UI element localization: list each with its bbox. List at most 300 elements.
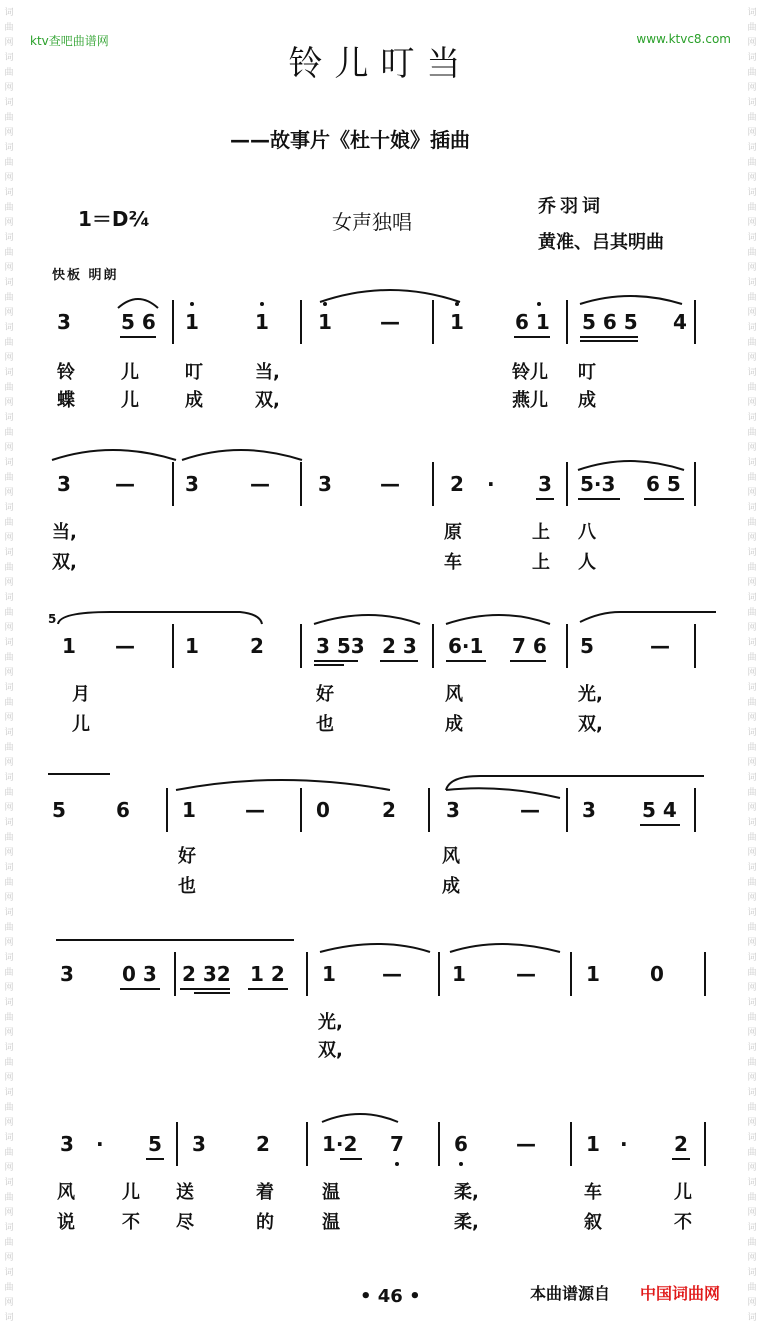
side-watermark-char: 曲 bbox=[4, 878, 14, 888]
side-watermark-char: 词 bbox=[747, 1043, 757, 1053]
note: 5 4 bbox=[642, 798, 677, 822]
underline bbox=[194, 992, 230, 994]
note: 3 bbox=[538, 472, 552, 496]
barline bbox=[438, 952, 440, 996]
performance-type: 女声独唱 bbox=[332, 210, 412, 234]
side-watermark-char: 曲 bbox=[747, 248, 757, 258]
underline bbox=[314, 660, 358, 662]
underline bbox=[120, 336, 156, 338]
song-title: 铃儿叮当 bbox=[288, 44, 473, 84]
note: 7 6 bbox=[512, 634, 547, 658]
note: 1·2 bbox=[322, 1132, 358, 1156]
note: — bbox=[516, 1132, 536, 1156]
side-watermark-char: 曲 bbox=[747, 653, 757, 663]
side-watermark-char: 词 bbox=[4, 1268, 14, 1278]
lyric: 上 bbox=[532, 552, 550, 573]
side-watermark-char: 词 bbox=[747, 143, 757, 153]
side-watermark-char: 网 bbox=[747, 353, 757, 363]
side-watermark-char: 词 bbox=[4, 413, 14, 423]
side-watermark-char: 网 bbox=[747, 713, 757, 723]
side-watermark-char: 词 bbox=[4, 503, 14, 513]
underline bbox=[644, 498, 684, 500]
song-subtitle: ——故事片《杜十娘》插曲 bbox=[230, 128, 470, 152]
note: 3 bbox=[60, 1132, 74, 1156]
side-watermark-char: 曲 bbox=[747, 923, 757, 933]
barline bbox=[438, 1122, 440, 1166]
lyricist: 乔羽词 bbox=[538, 196, 604, 217]
side-watermark-char: 网 bbox=[4, 893, 14, 903]
side-watermark-char: 词 bbox=[4, 818, 14, 828]
note: 0 3 bbox=[122, 962, 157, 986]
side-watermark-char: 词 bbox=[747, 773, 757, 783]
side-watermark-char: 词 bbox=[4, 188, 14, 198]
side-watermark-char: 曲 bbox=[747, 968, 757, 978]
side-watermark-char: 网 bbox=[4, 398, 14, 408]
barline bbox=[300, 462, 302, 506]
high-dot bbox=[190, 302, 194, 306]
side-watermark-char: 曲 bbox=[4, 698, 14, 708]
barline bbox=[566, 300, 568, 344]
barline bbox=[570, 1122, 572, 1166]
note: 3 bbox=[582, 798, 596, 822]
note: · bbox=[96, 1132, 104, 1156]
note: — bbox=[382, 962, 402, 986]
side-watermark-char: 词 bbox=[747, 593, 757, 603]
underline bbox=[510, 660, 546, 662]
lyric: 风 bbox=[57, 1182, 75, 1203]
underline bbox=[640, 824, 680, 826]
lyric: 原 bbox=[444, 522, 462, 543]
lyric: 儿送 bbox=[122, 1182, 230, 1203]
lyric: 儿 bbox=[121, 362, 139, 383]
barline bbox=[566, 462, 568, 506]
note: 6·1 bbox=[448, 634, 484, 658]
side-watermark-char: 曲 bbox=[4, 428, 14, 438]
side-watermark-char: 网 bbox=[4, 1163, 14, 1173]
side-watermark-char: 词 bbox=[747, 278, 757, 288]
page-number: • 46 • bbox=[360, 1286, 421, 1307]
lyric: 成 bbox=[442, 876, 460, 897]
barline bbox=[570, 952, 572, 996]
underline bbox=[314, 664, 344, 666]
note: 3 bbox=[60, 962, 74, 986]
side-watermark-char: 词 bbox=[747, 1178, 757, 1188]
note: 1 bbox=[452, 962, 466, 986]
side-watermark-char: 网 bbox=[4, 173, 14, 183]
note: 3 bbox=[192, 1132, 206, 1156]
note: — bbox=[516, 962, 536, 986]
side-watermark-char: 曲 bbox=[4, 968, 14, 978]
note: 2 bbox=[256, 1132, 270, 1156]
underline bbox=[380, 660, 418, 662]
lyric: 风 bbox=[445, 684, 463, 705]
side-watermark-char: 网 bbox=[4, 938, 14, 948]
lyric: 柔, bbox=[454, 1212, 479, 1233]
lyric: 当, bbox=[52, 522, 77, 543]
side-watermark-char: 曲 bbox=[4, 833, 14, 843]
side-watermark-char: 曲 bbox=[747, 383, 757, 393]
barline bbox=[432, 300, 434, 344]
side-watermark-char: 网 bbox=[4, 38, 14, 48]
lyric: 儿 bbox=[121, 390, 139, 411]
lyric: 车 bbox=[584, 1182, 602, 1203]
side-watermark-char: 网 bbox=[4, 1253, 14, 1263]
lyric: 不 bbox=[674, 1212, 692, 1233]
side-watermark-char: 网 bbox=[4, 983, 14, 993]
side-watermark-char: 词 bbox=[747, 998, 757, 1008]
side-watermark-char: 曲 bbox=[747, 788, 757, 798]
side-watermark-char: 词 bbox=[747, 98, 757, 108]
barline bbox=[428, 788, 430, 832]
barline bbox=[176, 1122, 178, 1166]
side-watermark-char: 词 bbox=[747, 908, 757, 918]
side-watermark-char: 网 bbox=[747, 1208, 757, 1218]
lyric: 成 bbox=[185, 390, 203, 411]
side-watermark-char: 词 bbox=[4, 8, 14, 18]
note: 7 bbox=[390, 1132, 404, 1156]
underline bbox=[146, 1158, 164, 1160]
lyric: 双, bbox=[255, 390, 280, 411]
side-watermark-char: 网 bbox=[4, 623, 14, 633]
side-watermark-char: 曲 bbox=[4, 923, 14, 933]
side-watermark-char: 网 bbox=[4, 1208, 14, 1218]
side-watermark-char: 网 bbox=[4, 533, 14, 543]
side-watermark-char: 曲 bbox=[4, 1103, 14, 1113]
side-watermark-char: 网 bbox=[747, 1253, 757, 1263]
note: · bbox=[487, 472, 495, 496]
note: — bbox=[520, 798, 540, 822]
note: 5 bbox=[52, 798, 66, 822]
underline bbox=[580, 340, 638, 342]
side-watermark-char: 词 bbox=[4, 1178, 14, 1188]
side-watermark-char: 曲 bbox=[747, 518, 757, 528]
side-watermark-char: 曲 bbox=[4, 383, 14, 393]
side-watermark-char: 词 bbox=[747, 503, 757, 513]
high-dot bbox=[260, 302, 264, 306]
side-watermark-char: 网 bbox=[747, 1118, 757, 1128]
side-watermark-char: 网 bbox=[4, 803, 14, 813]
side-watermark-char: 曲 bbox=[747, 1148, 757, 1158]
note: — bbox=[245, 798, 265, 822]
side-watermark-char: 曲 bbox=[4, 608, 14, 618]
note: 5 6 5 bbox=[582, 310, 638, 334]
side-watermark-char: 曲 bbox=[4, 518, 14, 528]
lyric: 燕儿 bbox=[512, 390, 548, 411]
side-watermark-char: 曲 bbox=[747, 608, 757, 618]
note: — bbox=[115, 634, 135, 658]
side-watermark-char: 曲 bbox=[4, 473, 14, 483]
note: 3 bbox=[318, 472, 332, 496]
underline bbox=[672, 1158, 690, 1160]
barline bbox=[166, 788, 168, 832]
barline bbox=[172, 624, 174, 668]
note: 1 bbox=[318, 310, 332, 334]
lyric: 着 bbox=[256, 1182, 274, 1203]
lyric: 车 bbox=[444, 552, 462, 573]
side-watermark-char: 网 bbox=[747, 1073, 757, 1083]
lyric: 好 bbox=[178, 846, 196, 867]
note: 5 6 bbox=[121, 310, 156, 334]
lyric: 温 bbox=[322, 1182, 340, 1203]
tempo-marking: 快板 明朗 bbox=[52, 268, 119, 283]
side-watermark-char: 词 bbox=[4, 1223, 14, 1233]
lyric: 八 bbox=[578, 522, 596, 543]
lyric: 铃儿 bbox=[512, 362, 548, 383]
lyric: 双, bbox=[578, 714, 603, 735]
side-watermark-char: 曲 bbox=[747, 833, 757, 843]
note: 2 3 bbox=[382, 634, 417, 658]
watermark-right: www.ktvc8.com bbox=[636, 32, 731, 46]
note: 6 5 bbox=[646, 472, 681, 496]
lyric: 也 bbox=[316, 714, 334, 735]
note: 2 32 bbox=[182, 962, 231, 986]
left-watermark-column bbox=[2, 0, 16, 1328]
side-watermark-char: 词 bbox=[4, 953, 14, 963]
side-watermark-char: 词 bbox=[4, 143, 14, 153]
side-watermark-char: 网 bbox=[747, 218, 757, 228]
side-watermark-char: 网 bbox=[747, 533, 757, 543]
side-watermark-char: 网 bbox=[4, 848, 14, 858]
side-watermark-char: 网 bbox=[747, 443, 757, 453]
side-watermark-char: 网 bbox=[4, 443, 14, 453]
side-watermark-char: 词 bbox=[4, 728, 14, 738]
side-watermark-char: 网 bbox=[4, 488, 14, 498]
side-watermark-char: 曲 bbox=[4, 788, 14, 798]
lyric: 温 bbox=[322, 1212, 340, 1233]
side-watermark-char: 曲 bbox=[747, 293, 757, 303]
underline bbox=[578, 498, 620, 500]
side-watermark-char: 词 bbox=[4, 233, 14, 243]
side-watermark-char: 网 bbox=[747, 1298, 757, 1308]
side-watermark-char: 曲 bbox=[747, 473, 757, 483]
source-label: 本曲谱源自 bbox=[530, 1284, 611, 1303]
barline bbox=[566, 624, 568, 668]
side-watermark-char: 曲 bbox=[4, 1238, 14, 1248]
side-watermark-char: 词 bbox=[747, 233, 757, 243]
side-watermark-char: 曲 bbox=[4, 113, 14, 123]
lyric: 叮 bbox=[185, 362, 203, 383]
lyric: 柔, bbox=[454, 1182, 479, 1203]
barline bbox=[694, 624, 696, 668]
side-watermark-char: 词 bbox=[747, 323, 757, 333]
side-watermark-char: 网 bbox=[747, 938, 757, 948]
side-watermark-char: 曲 bbox=[747, 698, 757, 708]
lyric: 好 bbox=[316, 684, 334, 705]
side-watermark-char: 网 bbox=[4, 218, 14, 228]
barline bbox=[694, 300, 696, 344]
barline bbox=[694, 462, 696, 506]
side-watermark-char: 网 bbox=[4, 1298, 14, 1308]
underline bbox=[446, 660, 486, 662]
note: 1 bbox=[586, 1132, 600, 1156]
underline bbox=[536, 498, 554, 500]
lyric: 光, bbox=[318, 1012, 343, 1033]
side-watermark-char: 曲 bbox=[4, 653, 14, 663]
barline bbox=[300, 624, 302, 668]
side-watermark-char: 曲 bbox=[747, 878, 757, 888]
side-watermark-char: 网 bbox=[4, 83, 14, 93]
note: 6 1 bbox=[515, 310, 550, 334]
side-watermark-char: 曲 bbox=[747, 1283, 757, 1293]
source-site-link[interactable]: 中国词曲网 bbox=[640, 1284, 721, 1303]
note: 1 bbox=[185, 634, 199, 658]
side-watermark-char: 曲 bbox=[747, 158, 757, 168]
lyric: 也 bbox=[178, 876, 196, 897]
side-watermark-char: 词 bbox=[4, 98, 14, 108]
note: 2 bbox=[674, 1132, 688, 1156]
side-watermark-char: 曲 bbox=[4, 1193, 14, 1203]
barline bbox=[694, 788, 696, 832]
side-watermark-char: 网 bbox=[747, 848, 757, 858]
side-watermark-char: 曲 bbox=[747, 23, 757, 33]
note: 6 bbox=[454, 1132, 468, 1156]
note: 1 bbox=[255, 310, 269, 334]
note: 5 bbox=[148, 1132, 162, 1156]
barline bbox=[704, 1122, 706, 1166]
high-dot bbox=[537, 302, 541, 306]
note: 1 bbox=[185, 310, 199, 334]
note: 4 bbox=[673, 310, 687, 334]
note: 1 2 bbox=[250, 962, 285, 986]
side-watermark-char: 网 bbox=[4, 758, 14, 768]
note: 3 bbox=[185, 472, 199, 496]
side-watermark-char: 曲 bbox=[4, 563, 14, 573]
side-watermark-char: 网 bbox=[747, 38, 757, 48]
key-signature: 1＝D²⁄₄ bbox=[78, 207, 150, 231]
side-watermark-char: 曲 bbox=[747, 428, 757, 438]
note: — bbox=[115, 472, 135, 496]
side-watermark-char: 网 bbox=[747, 803, 757, 813]
side-watermark-char: 网 bbox=[747, 488, 757, 498]
side-watermark-char: 曲 bbox=[747, 203, 757, 213]
lyric: 人 bbox=[578, 552, 596, 573]
side-watermark-char: 曲 bbox=[747, 1058, 757, 1068]
watermark-left: ktv查吧曲谱网 bbox=[30, 34, 109, 48]
side-watermark-char: 词 bbox=[747, 413, 757, 423]
side-watermark-char: 网 bbox=[747, 623, 757, 633]
side-watermark-char: 词 bbox=[4, 638, 14, 648]
lyric: 上 bbox=[532, 522, 550, 543]
side-watermark-char: 词 bbox=[4, 1133, 14, 1143]
side-watermark-char: 曲 bbox=[747, 1238, 757, 1248]
lyric: 的 bbox=[256, 1212, 274, 1233]
lyric: 蝶 bbox=[57, 390, 75, 411]
side-watermark-char: 曲 bbox=[4, 158, 14, 168]
high-dot bbox=[455, 302, 459, 306]
note: 6 bbox=[116, 798, 130, 822]
side-watermark-char: 词 bbox=[747, 818, 757, 828]
side-watermark-char: 网 bbox=[4, 578, 14, 588]
side-watermark-char: 曲 bbox=[4, 203, 14, 213]
side-watermark-char: 网 bbox=[747, 308, 757, 318]
lyric: 成 bbox=[445, 714, 463, 735]
underline bbox=[514, 336, 550, 338]
side-watermark-char: 曲 bbox=[4, 68, 14, 78]
lyric: 不尽 bbox=[122, 1212, 230, 1233]
note: 3 bbox=[57, 310, 71, 334]
side-watermark-char: 词 bbox=[4, 278, 14, 288]
side-watermark-char: 词 bbox=[747, 863, 757, 873]
side-watermark-char: 词 bbox=[4, 773, 14, 783]
barline bbox=[172, 300, 174, 344]
note: 3 53 bbox=[316, 634, 365, 658]
side-watermark-char: 网 bbox=[747, 983, 757, 993]
barline bbox=[172, 462, 174, 506]
underline bbox=[180, 988, 230, 990]
barline bbox=[300, 300, 302, 344]
side-watermark-char: 网 bbox=[4, 263, 14, 273]
note: 1 bbox=[450, 310, 464, 334]
lyric: 叙 bbox=[584, 1212, 602, 1233]
side-watermark-char: 曲 bbox=[747, 1103, 757, 1113]
lyric: 铃 bbox=[57, 362, 75, 383]
side-watermark-char: 词 bbox=[747, 53, 757, 63]
barline bbox=[306, 1122, 308, 1166]
note: 0 bbox=[316, 798, 330, 822]
note: 2 bbox=[382, 798, 396, 822]
side-watermark-char: 网 bbox=[4, 1073, 14, 1083]
underline bbox=[120, 988, 160, 990]
side-watermark-char: 词 bbox=[4, 53, 14, 63]
barline bbox=[306, 952, 308, 996]
side-watermark-char: 词 bbox=[747, 1088, 757, 1098]
side-watermark-char: 网 bbox=[4, 308, 14, 318]
side-watermark-char: 曲 bbox=[747, 563, 757, 573]
note: · bbox=[620, 1132, 628, 1156]
side-watermark-char: 词 bbox=[747, 188, 757, 198]
note: 2 bbox=[250, 634, 264, 658]
side-watermark-char: 曲 bbox=[4, 248, 14, 258]
side-watermark-char: 词 bbox=[4, 998, 14, 1008]
note: 1 bbox=[322, 962, 336, 986]
barline bbox=[704, 952, 706, 996]
low-dot bbox=[459, 1162, 463, 1166]
side-watermark-char: 词 bbox=[747, 1223, 757, 1233]
side-watermark-char: 曲 bbox=[4, 1148, 14, 1158]
side-watermark-char: 曲 bbox=[4, 338, 14, 348]
note: — bbox=[650, 634, 670, 658]
side-watermark-char: 词 bbox=[747, 1313, 757, 1323]
lyric: 月 bbox=[72, 684, 90, 705]
composer: 黄准、吕其明曲 bbox=[538, 232, 664, 253]
side-watermark-char: 网 bbox=[4, 1028, 14, 1038]
note: 5 bbox=[580, 634, 594, 658]
side-watermark-char: 网 bbox=[747, 1028, 757, 1038]
side-watermark-char: 网 bbox=[747, 398, 757, 408]
side-watermark-char: 词 bbox=[4, 1043, 14, 1053]
low-dot bbox=[395, 1162, 399, 1166]
note: 3 bbox=[57, 472, 71, 496]
side-watermark-char: 曲 bbox=[4, 293, 14, 303]
note: 2 bbox=[450, 472, 464, 496]
side-watermark-char: 词 bbox=[747, 458, 757, 468]
side-watermark-char: 词 bbox=[747, 1268, 757, 1278]
grace-note: 5 bbox=[48, 612, 57, 626]
side-watermark-char: 网 bbox=[4, 353, 14, 363]
side-watermark-char: 词 bbox=[747, 683, 757, 693]
side-watermark-char: 曲 bbox=[747, 338, 757, 348]
lyric: 说 bbox=[57, 1212, 75, 1233]
side-watermark-char: 曲 bbox=[747, 1013, 757, 1023]
side-watermark-char: 词 bbox=[747, 8, 757, 18]
side-watermark-char: 曲 bbox=[4, 1058, 14, 1068]
side-watermark-char: 曲 bbox=[4, 1013, 14, 1023]
lyric: 风 bbox=[442, 846, 460, 867]
side-watermark-char: 网 bbox=[747, 83, 757, 93]
side-watermark-char: 网 bbox=[747, 893, 757, 903]
side-watermark-char: 词 bbox=[4, 548, 14, 558]
side-watermark-char: 曲 bbox=[4, 1283, 14, 1293]
